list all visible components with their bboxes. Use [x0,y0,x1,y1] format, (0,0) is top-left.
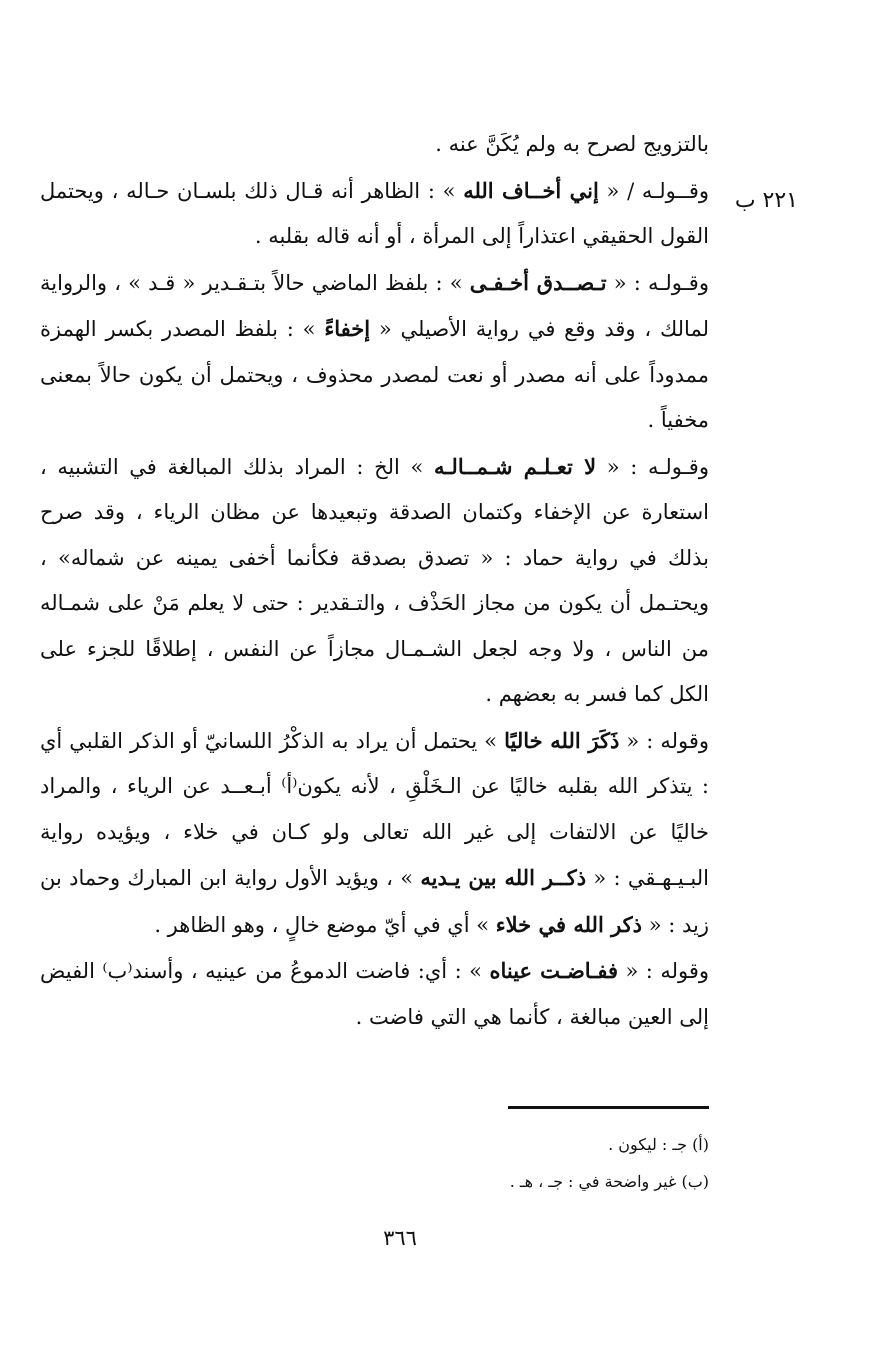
paragraph-4 [40,444,709,718]
paragraph-5-segment: وقوله : « [619,728,710,753]
paragraph-4-segment: وقـولـه : « [596,454,709,479]
footnotes [300,1126,709,1200]
paragraph-5-segment: » أي في أيّ موضع خالٍ ، وهو الظاهر . [154,912,496,937]
paragraph-5 [40,718,709,949]
paragraph-2-quote: إني أخــاف الله [463,177,599,203]
paragraph-6-quote: ففـاضـت عيناه [489,958,618,983]
paragraph-5-quote: ذكــر الله بين يـديه [420,865,587,890]
paragraph-4-segment: » الخ : المراد بذلك المبالغة في التشبيه ، استعارة عن الإخفاء وكتمان الصدقة وتبعيدها عن مظان الرياء ، وقد صرح بذلك في رواية حماد : « تصدق بصدقة فكأنما أخفى يمينه عن شماله» ، ويحتـمل أن يكون من مجاز الحَذْف ، والتـقدير : حتى لا يعلم مَنْ على شمـاله من الناس ، ولا وجه لجعل الشـمـال مجازاً عن النفس ، إطلاقًا للجزء على الكل كما فسر به بعضهم . [40,454,709,706]
footnote-a: (أ) جـ : ليكون . [608,1135,709,1154]
margin-folio-note: ٢٢١ ب [734,188,798,213]
page-number: ٣٦٦ [383,1226,417,1250]
paragraph-3-quote: إخفاءً [324,316,371,341]
paragraph-2-segment: وقــولـه / « [598,178,709,203]
paragraph-5-segment: » يحتمل أن يراد به الذكْرُ اللسانيّ أو الذكر القلبي أي : يتذكر الله بقلبه خاليًا عن الـخَلْقِ ، لأنه يكون⁽أ⁾ أبـعــد عن الرياء ، والمراد خاليًا عن الالتفات إلى غير الله تعالى ولو كـان في خلاء ، ويؤيده رواية البـيـهـقي : « [40,728,709,890]
paragraph-4-quote: لا تعـلـم شـمــالـه [434,453,597,479]
paragraph-1 [40,122,709,168]
paragraph-5-segment: » ، ويؤيد الأول رواية ابن المبارك وحماد بن زيد : « [40,866,709,937]
paragraph-2-segment: » : الظاهر أنه قـال ذلك بلسـان حـاله ، ويحتمل القول الحقيقي اعتذاراً إلى المرأة ، أو أنه قاله بقلبه . [40,178,709,248]
paragraph-6-segment: وقوله : « [618,959,710,983]
footnote-separator [508,1106,709,1109]
main-text [40,122,709,1040]
paragraph-3-segment: » : بلفظ المصدر بكسر الهمزة ممدوداً على أنه مصدر أو نعت لمصدر محذوف ، ويحتمل أن يكون حالاً بمعنى مخفياً . [40,317,709,432]
paragraph-2 [40,168,709,260]
paragraph-3-segment: وقـولـه : « [606,270,709,295]
footnote-b: (ب) غير واضحة في : جـ ، هـ . [509,1172,709,1191]
paragraph-6-segment: » : أي: فاضت الدموعُ من عينيه ، وأسند⁽ب⁾ الفيض إلى العين مبالغة ، كأنما هي التي فاضت . [40,959,709,1029]
paragraph-5-quote: ذكر الله في خلاء [495,911,643,937]
paragraph-6 [40,948,709,1040]
paragraph-3-quote: تـصــدق أخـفـى [469,269,607,295]
paragraph-3-segment: » : بلفظ الماضي حالاً بتـقـدير « قـد » ، والرواية لمالك ، وقد وقع في رواية الأصيلي « [40,270,709,341]
paragraph-3 [40,260,709,444]
paragraph-5-quote: ذَكَرَ الله خاليًا [504,727,620,753]
paragraph-1-text: بالتزويج لصرح به ولم يُكَنَّ عنه . [435,132,709,156]
